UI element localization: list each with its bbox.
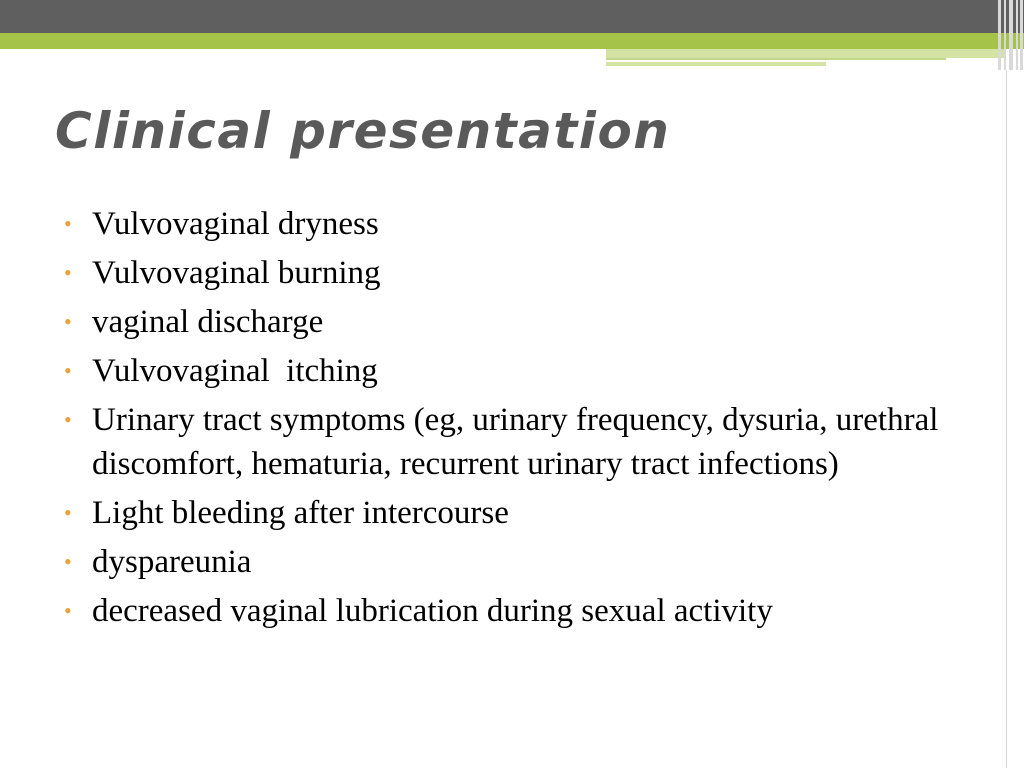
- bullet-dot-icon: •: [64, 549, 72, 574]
- bullet-text: vaginal discharge: [92, 304, 324, 340]
- bullet-dot-icon: •: [64, 309, 72, 334]
- bullet-dot-icon: •: [64, 598, 72, 623]
- bullet-item: [64, 349, 964, 393]
- bullet-item: [64, 540, 964, 584]
- bullet-item: [64, 491, 964, 535]
- bullet-text: dyspareunia: [92, 544, 252, 580]
- bullet-text: Vulvovaginal dryness: [92, 206, 379, 242]
- bullet-text: Light bleeding after intercourse: [92, 495, 509, 531]
- header-band-dark: [0, 0, 1024, 33]
- bullet-dot-icon: •: [64, 500, 72, 525]
- header-accent-line: [606, 58, 946, 60]
- bullet-item: [64, 202, 964, 246]
- bullet-item: [64, 300, 964, 344]
- bullet-dot-icon: •: [64, 407, 72, 432]
- header-band-accent-small: [606, 62, 826, 66]
- header-band-accent: [606, 49, 1006, 58]
- bullet-text: Vulvovaginal burning: [92, 255, 381, 291]
- bullet-text: Vulvovaginal itching: [92, 353, 378, 389]
- bullet-item: [64, 398, 964, 486]
- corner-stripes: [996, 0, 1024, 70]
- bullet-dot-icon: •: [64, 358, 72, 383]
- bullet-item: [64, 251, 964, 295]
- bullet-dot-icon: •: [64, 211, 72, 236]
- bullet-text: Urinary tract symptoms (eg, urinary frequency, dysuria, urethral discomfort, hematuria, recurrent urinary tract infections): [92, 402, 947, 482]
- bullet-item: [64, 589, 964, 633]
- bullet-text: decreased vaginal lubrication during sexual activity: [92, 593, 773, 629]
- slide-title: Clinical presentation: [55, 102, 671, 160]
- header-band-green: [0, 33, 1024, 49]
- bullet-dot-icon: •: [64, 260, 72, 285]
- bullet-list: [64, 202, 964, 638]
- right-divider-line: [1006, 70, 1007, 768]
